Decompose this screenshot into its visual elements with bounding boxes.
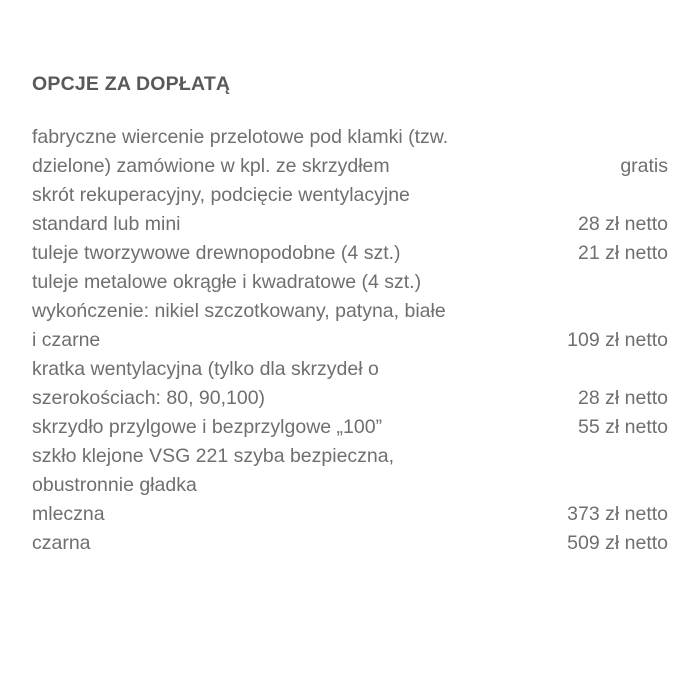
item-description-line: czarna <box>32 532 91 554</box>
price-list-row <box>32 123 668 181</box>
price-list-row <box>32 355 668 413</box>
price-list-row <box>32 181 668 239</box>
item-price: 28 zł netto <box>578 387 668 409</box>
price-list-row <box>32 529 668 558</box>
item-description-line: dzielone) zamówione w kpl. ze skrzydłem <box>32 155 390 177</box>
item-description <box>32 529 91 558</box>
price-list-row <box>32 413 668 442</box>
item-description <box>32 413 382 442</box>
item-description-line: wykończenie: nikiel szczotkowany, patyna, białe <box>32 300 446 322</box>
item-description-line: skrót rekuperacyjny, podcięcie wentylacyjne <box>32 184 410 206</box>
item-description <box>32 442 394 500</box>
item-description-line: szkło klejone VSG 221 szyba bezpieczna, <box>32 445 395 467</box>
item-description-line: szerokościach: 80, 90,100) <box>32 387 266 409</box>
item-description <box>32 355 379 413</box>
item-description <box>32 239 401 268</box>
item-description <box>32 123 448 181</box>
item-price: 21 zł netto <box>578 242 668 264</box>
price-list-row <box>32 442 668 500</box>
item-description-line: mleczna <box>32 503 105 525</box>
section-title: OPCJE ZA DOPŁATĄ <box>32 73 231 95</box>
item-description-line: tuleje metalowe okrągłe i kwadratowe (4 szt.) <box>32 271 422 293</box>
item-price: gratis <box>620 155 668 177</box>
price-list-row <box>32 239 668 268</box>
item-description-line: standard lub mini <box>32 213 181 235</box>
item-price: 55 zł netto <box>578 416 668 438</box>
item-description-line: skrzydło przylgowe i bezprzylgowe „100” <box>32 416 383 438</box>
item-price: 28 zł netto <box>578 213 668 235</box>
item-description-line: fabryczne wiercenie przelotowe pod klamki (tzw. <box>32 126 449 148</box>
item-price: 373 zł netto <box>567 503 668 525</box>
price-list-row <box>32 268 668 355</box>
item-price: 509 zł netto <box>567 532 668 554</box>
price-list-row <box>32 500 668 529</box>
item-description-line: obustronnie gładka <box>32 474 197 496</box>
item-price: 109 zł netto <box>567 329 668 351</box>
price-list <box>32 123 668 558</box>
item-description <box>32 500 105 529</box>
item-description <box>32 181 410 239</box>
item-description-line: tuleje tworzywowe drewnopodobne (4 szt.) <box>32 242 401 264</box>
surcharge-options-section <box>32 70 668 558</box>
item-description-line: kratka wentylacyjna (tylko dla skrzydeł o <box>32 358 379 380</box>
item-description <box>32 268 446 355</box>
item-description-line: i czarne <box>32 329 101 351</box>
